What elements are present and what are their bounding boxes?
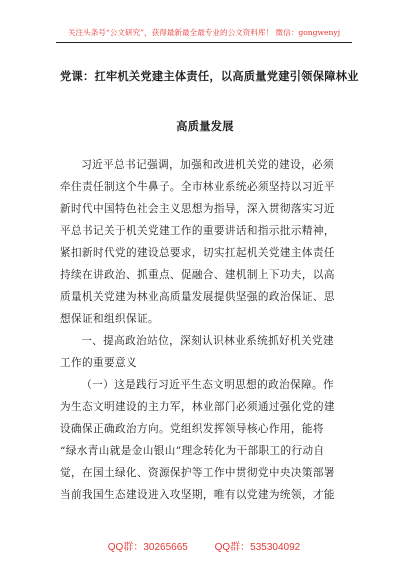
document-body (60, 154, 350, 506)
footer-qq-group-2: QQ群：535304092 (214, 542, 301, 553)
text-line: 持续在讲政治、抓重点、促融合、建机制上下功夫，以高 (60, 269, 335, 281)
section-heading-1 (60, 330, 350, 374)
text-line: 觉，在国土绿化、资源保护等工作中贯彻党中央决策部署 (60, 467, 335, 479)
text-line: 想保证和组织保证。 (60, 313, 159, 325)
paragraph-subsection-1 (60, 374, 350, 506)
text-line: 设确保正确政治方向。党组织发挥领导核心作用，能将 (60, 423, 324, 435)
text-line: 工作的重要意义 (60, 357, 137, 369)
text-line: （一）这是践行习近平生态文明思想的政治保障。作 (81, 379, 335, 391)
text-line: 新时代中国特色社会主义思想为指导，深入贯彻落实习近 (60, 203, 335, 215)
text-line: “绿水青山就是金山银山”理念转化为干部职工的行动自 (60, 445, 325, 457)
paragraph-intro (60, 154, 350, 330)
text-line: 平总书记关于机关党建工作的重要讲话和指示批示精神， (60, 225, 335, 237)
footer-contact (0, 538, 408, 553)
document-title: 党课：扛牢机关党建主体责任，以高质量党建引领保障林业 (60, 69, 359, 83)
header-divider (56, 42, 352, 43)
text-line: 质量机关党建为林业高质量发展提供坚强的政治保证、思 (60, 291, 335, 303)
text-line: 为生态文明建设的主力军，林业部门必须通过强化党的建 (60, 401, 335, 413)
header-promo-text: 关注头条号“公文研究”，获得最新最全最专业的公文资料库！ 微信：gongwenyj (67, 28, 341, 37)
text-line: 一、提高政治站位，深刻认识林业系统抓好机关党建 (81, 335, 335, 347)
document-title-continued: 高质量发展 (176, 119, 234, 133)
text-line: 习近平总书记强调，加强和改进机关党的建设，必须 (81, 159, 335, 171)
footer-qq-group-1: QQ群：30265665 (107, 542, 188, 553)
text-line: 紧扣新时代党的建设总要求，切实扛起机关党建主体责任 (60, 247, 335, 259)
text-line: 牵住责任制这个牛鼻子。全市林业系统必须坚持以习近平 (60, 181, 335, 193)
text-line: 当前我国生态建设进入攻坚期，唯有以党建为统领，才能 (60, 489, 335, 501)
